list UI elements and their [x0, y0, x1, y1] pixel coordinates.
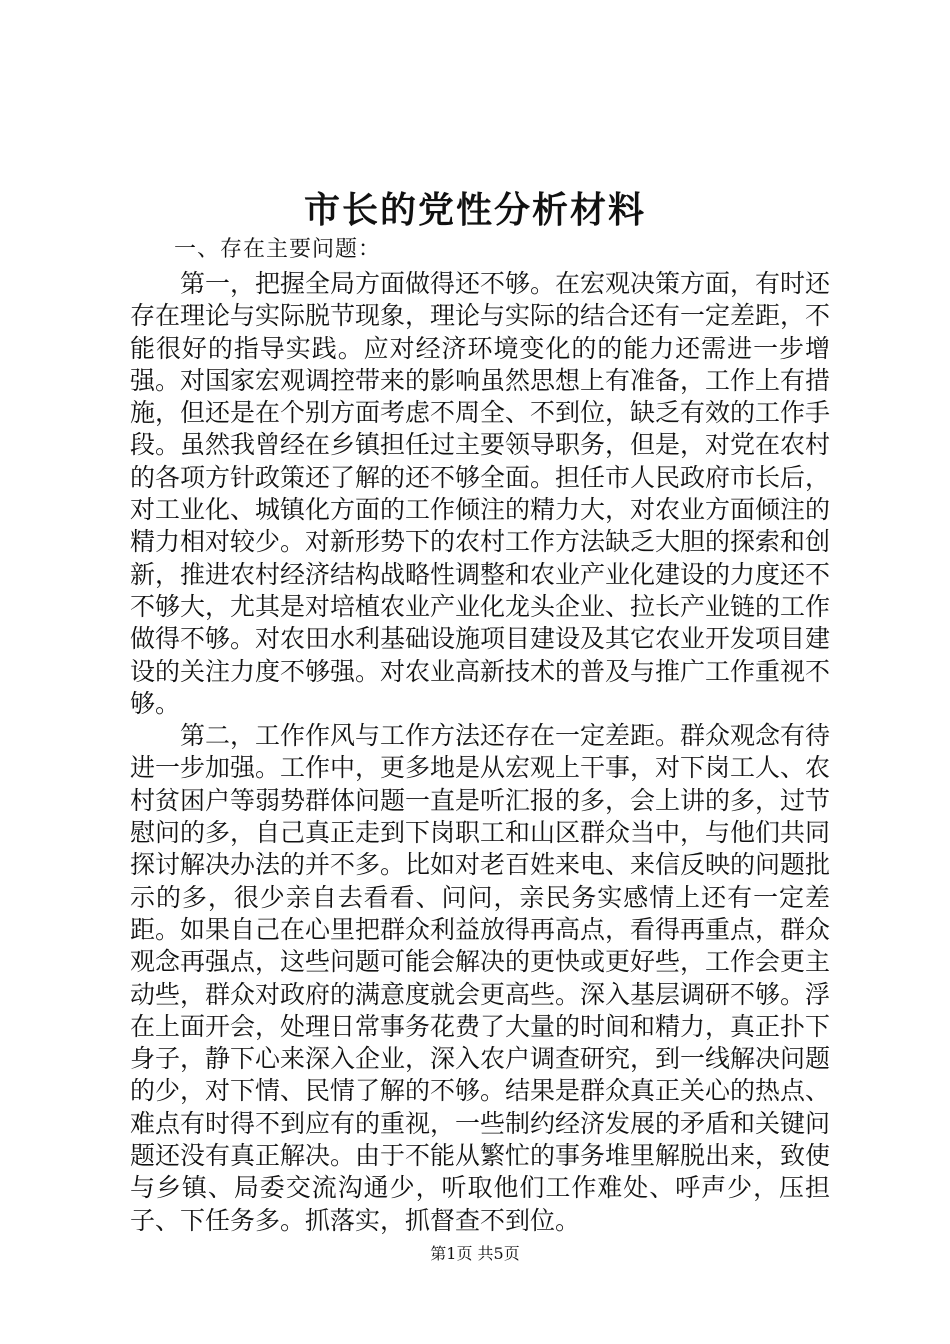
- document-title: 市长的党性分析材料: [303, 189, 646, 231]
- page-number-footer: 第1页 共5页: [430, 1244, 520, 1263]
- section-heading: 一、存在主要问题：: [174, 237, 382, 262]
- paragraph-1: 第一，把握全局方面做得还不够。在宏观决策方面，有时还存在理论与实际脱节现象，理论与实际的结合还有一定差距，不能很好的指导实践。应对经济环境变化的的能力还需进一步增强。对国家宏观调控带来的影响虽然思想上有准备，工作上有措施，但还是在个别方面考虑不周全、不到位，缺乏有效的工作手段。虽然我曾经在乡镇担任过主要领导职务，但是，对党在农村的各项方针政策还了解的还不够全面。担任市人民政府市长后，对工业化、城镇化方面的工作倾注的精力大，对农业方面倾注的精力相对较少。对新形势下的农村工作方法缺乏大胆的探索和创新，推进农村经济结构战略性调整和农业产业化建设的力度还不不够大，尤其是对培植农业产业化龙头企业、拉长产业链的工作做得不够。对农田水利基础设施项目建设及其它农业开发项目建设的关注力度不够强。对农业高新技术的普及与推广工作重视不够。: [130, 269, 831, 718]
- document-body: [130, 232, 830, 1237]
- paragraph-2: 第二，工作作风与工作方法还存在一定差距。群众观念有待进一步加强。工作中，更多地是从宏观上干事，对下岗工人、农村贫困户等弱势群体问题一直是听汇报的多，会上讲的多，过节慰问的多，自己真正走到下岗职工和山区群众当中，与他们共同探讨解决办法的并不多。比如对老百姓来电、来信反映的问题批示的多，很少亲自去看看、问问，亲民务实感情上还有一定差距。如果自己在心里把群众利益放得再高点，看得再重点，群众观念再强点，这些问题可能会解决的更快或更好些，工作会更主动些，群众对政府的满意度就会更高些。深入基层调研不够。浮在上面开会，处理日常事务花费了大量的时间和精力，真正扑下身子，静下心来深入企业，深入农户调查研究，到一线解决问题的少，对下情、民情了解的不够。结果是群众真正关心的热点、难点有时得不到应有的重视，一些制约经济发展的矛盾和关键问题还没有真正解决。由于不能从繁忙的事务堆里解脱出来，致使与乡镇、局委交流沟通少，听取他们工作难处、呼声少，压担子、下任务多。抓落实，抓督查不到位。: [130, 721, 831, 1235]
